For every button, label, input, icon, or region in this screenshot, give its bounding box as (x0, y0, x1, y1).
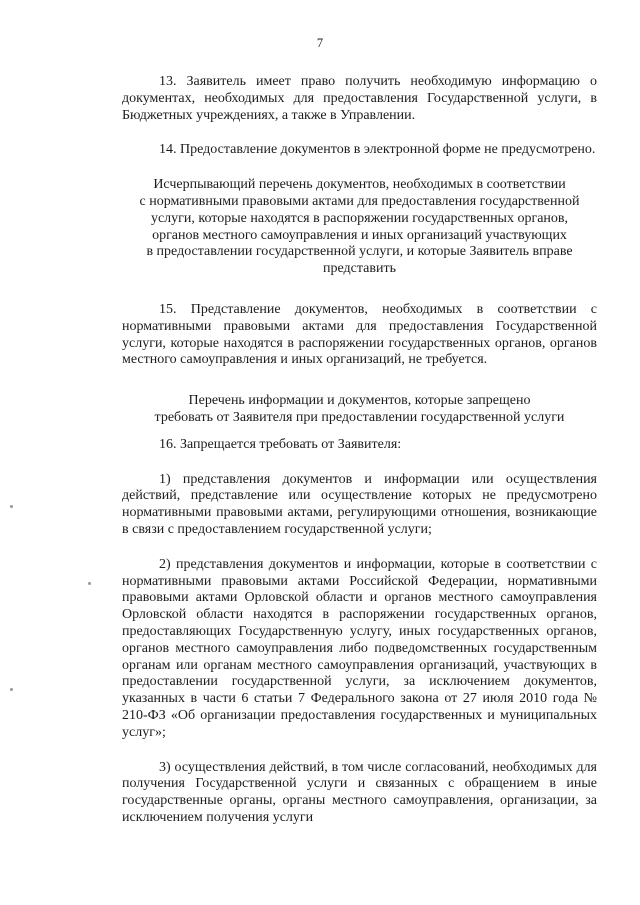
page-number: 7 (316, 36, 324, 50)
list-item-3: 3) осуществления действий, в том числе согласований, необходимых для получения Государственной услуги и связанных с обращением в иные государственные органы, органы местного самоуправления, организации, за исключением получения услуги (122, 759, 597, 825)
heading-line: требовать от Заявителя при предоставлении государственной услуги (154, 409, 565, 425)
document-body (122, 74, 597, 827)
paragraph-13: 13. Заявитель имеет право получить необходимую информацию о документах, необходимых для предоставления Государственной услуги, в Бюджетных учреждениях, а также в Управлении. (122, 74, 597, 123)
heading-line: в предоставлении государственной услуги, и которые Заявитель вправе (146, 244, 573, 260)
heading-prohibited-list (122, 393, 597, 427)
paragraph-16: 16. Запрещается требовать от Заявителя: (159, 436, 402, 452)
list-item-2: 2) представления документов и информации, которые в соответствии с нормативными правовыми актами Российской Федерации, нормативными правовыми актами Орловской области и органов местного самоуправления Орловской области находятся в распоряжении государственных органов, предоставляющих Государственную услугу, иных государственных органов, органов местного самоуправления либо подведомственных государственным органам или органам местного самоуправления организаций, участвующих в предоставлении государственной услуги, за исключением документов, указанных в части 6 статьи 7 Федерального закона от 27 июля 2010 года № 210-ФЗ «Об организации предоставления государственных и муниципальных услуг»; (122, 556, 597, 740)
heading-line: с нормативными правовыми актами для предоставления государственной (139, 193, 580, 209)
scan-speck (10, 505, 13, 508)
heading-line: представить (323, 261, 396, 277)
paragraph-14: 14. Предоставление документов в электронной форме не предусмотрено. (159, 142, 596, 158)
scan-speck (10, 688, 13, 691)
scan-speck (88, 582, 91, 585)
heading-line: Перечень информации и документов, которые запрещено (188, 393, 531, 409)
heading-line: органов местного самоуправления и иных организаций участвующих (152, 227, 567, 243)
paragraph-15: 15. Представление документов, необходимых в соответствии с нормативными правовыми актами для предоставления Государственной услуги, которые находятся в распоряжении государственных органов, органов местного самоуправления и иных организаций, не требуется. (122, 301, 597, 368)
heading-line: услуги, которые находятся в распоряжении государственных органов, (150, 210, 569, 226)
heading-line: Исчерпывающий перечень документов, необходимых в соответствии (153, 177, 566, 193)
heading-documents-list (122, 177, 597, 278)
list-item-1: 1) представления документов и информации или осуществления действий, представление или осуществление которых не предусмотрено нормативными правовыми актами, регулирующими отношения, возникающие в связи с предоставлением государственной услуги; (122, 471, 597, 537)
